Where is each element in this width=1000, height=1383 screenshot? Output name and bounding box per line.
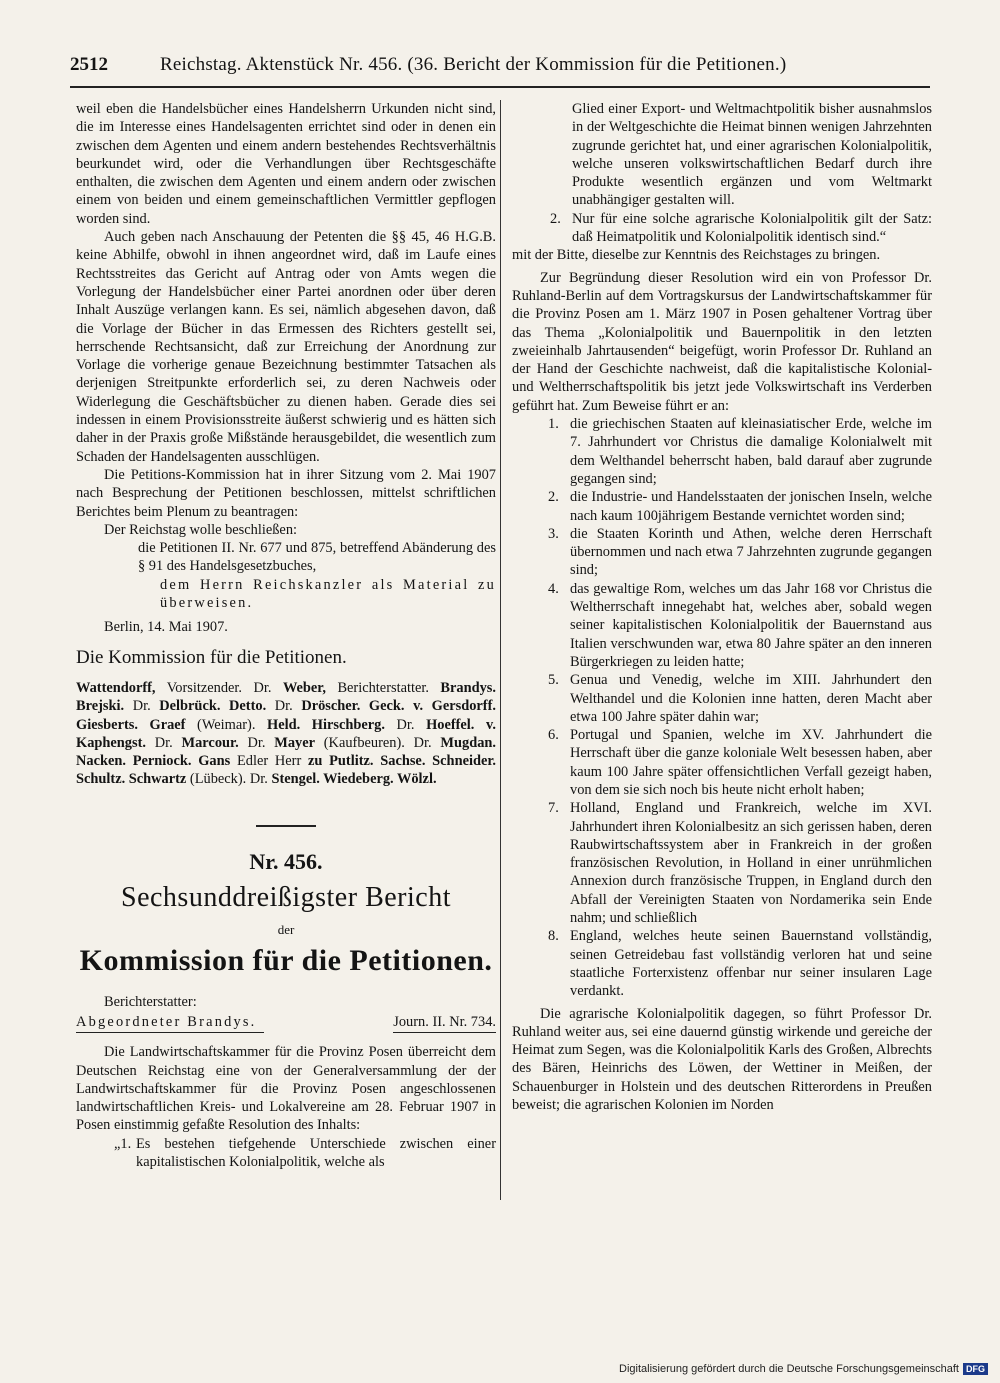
list-item: [512, 488, 932, 525]
member-text: Vorsitzender. Dr.: [155, 679, 283, 696]
member-name: Dröscher. Geck. v. Gersdorff. Giesberts. Graef: [76, 698, 496, 733]
report-subtitle: Kommission für die Petitionen.: [79, 944, 493, 978]
item-text: England, welches heute seinen Bauernstand vollständig, seinen Getreidebau fast vollständig verloren hat und seine staatliche Forterxistenz offenbar nur seiner insularen Lage verdankt.: [570, 928, 932, 1000]
member-name: Delbrück. Detto.: [159, 698, 267, 715]
member-name: Marcour.: [181, 734, 239, 751]
rapporteur-label: Berichterstatter:: [104, 994, 197, 1011]
item-text: das gewaltige Rom, welches um das Jahr 168 vor Christus die Weltherrschaft innegehabt hat, welches aber, sobald wegen seiner kapitalistischen Kolonialpolitik der Bauernstand aus Italien verschwunden war, etwa 80 Jahre später an den inneren Bürgerkriegen zu leiden hatte;: [570, 580, 932, 670]
item-number: 3.: [548, 525, 559, 542]
member-text: Dr.: [145, 734, 182, 751]
member-name: Hoeffel. v. Kaphengst.: [76, 716, 496, 751]
rapporteur-block: [76, 993, 496, 1037]
right-column: [512, 100, 932, 1114]
item-text: die Industrie- und Handelsstaaten der jonischen Inseln, welche nach kaum 100jährigem Bestande vernichtet worden sind;: [570, 489, 932, 524]
journal-number: Journ. II. Nr. 734.: [393, 1013, 496, 1032]
report-title: Sechsunddreißigster Bericht: [121, 881, 451, 913]
paragraph: Auch geben nach Anschauung der Petenten die §§ 45, 46 H.G.B. keine Abhilfe, obwohl in ihnen angeordnet wird, daß im Laufe eines Rechtsstreites das Gericht auf Antrag oder von Amts wegen die Vorlegung der Handelsbücher einer Partei anordnen oder über deren Inhalt Auszüge verlangen kann. Es sei, nämlich abgesehen davon, daß die Vorlage der Bücher in das Ermessen des Richters gestellt sei, herrschende Rechtsansicht, daß zur Erreichung der Anordnung zur Vorlage die vorherige genaue Bezeichnung bestimmter Tatsachen als derjenigen Streitpunkte erforderlich sei, zu deren Nachweis oder Widerlegung die Geschäftsbücher zu dienen haben. Gerade dies sei indessen in einem Provisionsstreite äußerst schwierig und es hätten sich daher in der Praxis große Mißstände herausgebildet, die wesentlich zum Schaden der Handelsagenten ausschlügen.: [76, 229, 496, 465]
item-text: Holland, England und Frankreich, welche im XVI. Jahrhundert ihren Kolonialbesitz an sich gerissen haben, deren Raubwirtschaftssystem aber in Frankreich in der großen französischen Revolution, in Holland in einer unrühmlichen Annexion durch französische Truppen, in England durch den Abfall der Vereinigten Staaten von Nordamerika sein Ende nahm; und schließlich: [570, 800, 932, 927]
item-text: Genua und Venedig, welche im XIII. Jahrhundert den Welthandel und die Kolonien inne hatten, deren Macht aber etwa 100 Jahre später dahin war;: [570, 672, 932, 725]
item-text: die griechischen Staaten auf kleinasiatischer Erde, welche im 7. Jahrhundert vor Christus die damalige Kolonialwelt mit dem Welthandel beherrscht haben, bald darauf aber zugrunde gegangen sind;: [570, 416, 932, 487]
paragraph: Die Petitions-Kommission hat in ihrer Sitzung vom 2. Mai 1907 nach Besprechung der Petitionen beschlossen, mittelst schriftlichen Berichtes beim Plenum zu beantragen:: [76, 466, 496, 520]
paragraph: weil eben die Handelsbücher eines Handelsherrn Urkunden nicht sind, die im Interesse eines Handelsagenten errichtet sind oder in denen ein zwischen dem Agenten und einem andern bestehendes Rechtsverhältnis beurkundet wird, oder die Verhandlungen über Rechtsgeschäfte enthalten, die zwischen dem Agenten und einem andern oder zwischen einem von beiden und einem gemeinschaftlichen Vermittler gepflogen worden sind.: [76, 101, 496, 227]
paragraph: Die Landwirtschaftskammer für die Provinz Posen überreicht dem Deutschen Reichstag eine von der Generalversammlung der der Landwirtschaftskammer für die Provinz Posen angeschlossenen landwirtschaftlichen Kreis- und Lokalvereine am 28. Februar 1907 in Posen einstimmig gefaßte Resolution des Inhalts:: [76, 1044, 496, 1134]
member-text: Edler Herr: [230, 753, 308, 770]
item-number: 4.: [548, 580, 559, 597]
document-number: Nr. 456.: [249, 848, 323, 874]
item-text: Portugal und Spanien, welche im XV. Jahrhundert die Herrschaft über die ganze koloniale Welt besessen haben, aber kaum 100 Jahre später offensichtlichen Verfall gezeigt haben, von dem sie sich noch bis heute nicht erholt haben;: [570, 727, 932, 798]
commission-title: Die Kommission für die Petitionen.: [76, 646, 347, 668]
member-name: Mayer: [274, 734, 315, 751]
paragraph: Die agrarische Kolonialpolitik dagegen, so führt Professor Dr. Ruhland weiter aus, sei eine dauernd günstig wirkende und gereiche der Heimat zum Segen, was die Kolonialpolitik Karls des Großen, Albrechts des Bären, Heinrichs des Löwen, der Wettiner in Meißen, der Schauenburger in Holstein und des deutschen Ritterordens in Preußen beweist; die agrarischen Kolonien im Norden: [512, 1005, 932, 1114]
running-head: Reichstag. Aktenstück Nr. 456. (36. Bericht der Kommission für die Petitionen.): [160, 54, 787, 75]
member-name: Held. Hirschberg.: [267, 716, 385, 733]
item-number: 5.: [548, 672, 559, 689]
list-item: [512, 415, 932, 488]
running-header: [70, 50, 930, 88]
page-number: 2512: [70, 54, 108, 75]
left-column: [76, 100, 496, 1171]
footer-credit: [619, 1363, 988, 1375]
member-name: Weber,: [282, 679, 326, 696]
member-text: Dr.: [266, 698, 302, 715]
item-text: Nur für eine solche agrarische Kolonialpolitik gilt der Satz: daß Heimatpolitik und Kolonialpolitik identisch sind.“: [572, 210, 932, 246]
item-number: 1.: [548, 416, 559, 433]
motion-text: die Petitionen II. Nr. 677 und 875, betreffend Abänderung des § 91 des Handelsgesetzbuches,: [138, 540, 496, 575]
paragraph: Der Reichstag wolle beschließen:: [104, 521, 298, 538]
rapporteur-name: Abgeordneter Brandys.: [76, 1013, 264, 1032]
member-text: Dr.: [124, 698, 160, 715]
member-text: (Kaufbeuren). Dr.: [314, 734, 441, 751]
member-name: Wattendorff,: [76, 679, 156, 696]
member-name: Brandys. Brejski.: [76, 679, 496, 715]
member-text: (Lübeck). Dr.: [186, 771, 272, 788]
resolution-item: [512, 210, 932, 247]
member-text: (Weimar).: [185, 716, 268, 733]
resolution-continuation: Glied einer Export- und Weltmachtpolitik bisher ausnahmslos in der Weltgeschichte die Heimat binnen wenigen Jahrzehnten zugrunde gerichtet hat, und einer agrarischen Kolonialpolitik, welche unseren volkswirtschaftlichen Bedarf durch ihre Produkte wesentlich ergänzen und vom Weltmarkt unabhängiger gestalten will.: [572, 101, 932, 209]
column-divider: [500, 100, 501, 1200]
item-number: 6.: [548, 727, 559, 744]
item-number: „1.: [114, 1135, 132, 1152]
member-text: Berichterstatter.: [325, 679, 441, 696]
item-text: Es bestehen tiefgehende Unterschiede zwischen einer kapitalistischen Kolonialpolitik, welche als: [136, 1135, 496, 1171]
argument-list: [512, 415, 932, 1001]
member-name: zu Putlitz. Sachse. Schneider. Schultz. Schwartz: [76, 753, 497, 788]
item-number: 2.: [548, 489, 559, 506]
list-item: [512, 580, 932, 671]
list-item: [512, 671, 932, 726]
resolution-item: [76, 1135, 496, 1172]
member-name: Mugdan. Nacken. Perniock. Gans: [76, 734, 496, 770]
list-item: [512, 525, 932, 580]
item-number: 7.: [548, 800, 559, 817]
member-text: Dr.: [238, 734, 275, 751]
paragraph: mit der Bitte, dieselbe zur Kenntnis des Reichstages zu bringen.: [512, 247, 881, 264]
item-number: 8.: [548, 928, 559, 945]
list-item: [512, 927, 932, 1000]
member-name: Stengel. Wiedeberg. Wölzl.: [271, 771, 437, 788]
date-line: Berlin, 14. Mai 1907.: [104, 619, 228, 636]
dfg-logo: DFG: [963, 1363, 988, 1375]
list-item: [512, 799, 932, 927]
report-title-connector: der: [277, 921, 295, 937]
paragraph: Zur Begründung dieser Resolution wird ein von Professor Dr. Ruhland-Berlin auf dem Vortragskursus der Landwirtschaftskammer für die Provinz Posen am 1. März 1907 in Posen gehaltener Vortrag über das Thema „Kolonialpolitik und Bauernpolitik in den letzten zweieinhalb Jahrtausenden“ beigefügt, worin Professor Dr. Ruhland an der Hand der Geschichte nachweist, daß die kapitalistische Kolonial- und Weltherrschaftspolitik bis jetzt jede Volkswirtschaft ins Verderben geführt hat. Zum Beweise führt er an:: [512, 269, 932, 414]
member-list: [76, 679, 496, 789]
member-text: Dr.: [384, 716, 427, 733]
item-number: 2.: [550, 210, 561, 227]
item-text: die Staaten Korinth und Athen, welche deren Herrschaft übernommen und nach etwa 7 Jahrzehnten zugrunde gegangen sind;: [570, 525, 932, 579]
list-item: [512, 726, 932, 799]
motion-text: dem Herrn Reichskanzler als Material zu überweisen.: [160, 576, 496, 612]
section-divider: [256, 825, 316, 827]
footer-text: Digitalisierung gefördert durch die Deutsche Forschungsgemeinschaft: [619, 1363, 959, 1375]
